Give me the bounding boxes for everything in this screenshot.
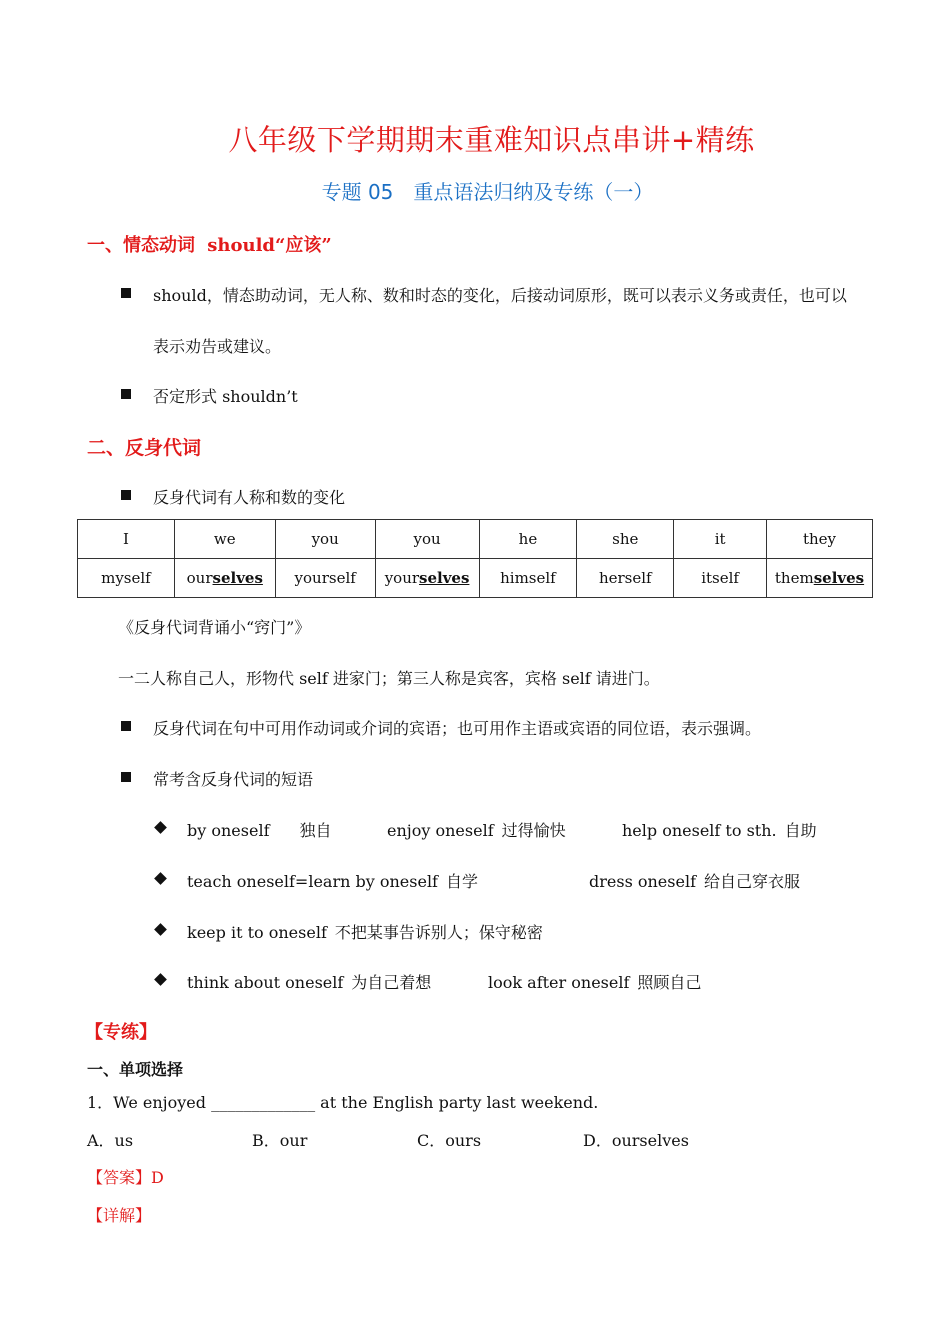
table-cell [174, 559, 275, 598]
table-cell: it [674, 520, 767, 559]
section2-heading: 二、反身代词 [87, 437, 202, 459]
phrase-cn: 过得愉快 [501, 821, 566, 840]
phrase-item [589, 869, 800, 892]
page-subtitle: 专题 05 重点语法归纳及专练（一） [321, 180, 654, 204]
table-cell: she [577, 520, 674, 559]
option-b: B．our [252, 1131, 308, 1150]
practice-heading: 【专练】 [85, 1022, 157, 1043]
cell-text: our [186, 569, 213, 587]
table-cell: you [375, 520, 479, 559]
diamond-bullet-icon [154, 872, 167, 885]
table-cell [375, 559, 479, 598]
table-cell [767, 559, 873, 598]
phrase-cn: 为自己着想 [351, 973, 432, 992]
cell-bold-suffix: selves [212, 569, 263, 587]
square-bullet-icon [121, 490, 131, 500]
section2-bullet1: 反身代词有人称和数的变化 [153, 488, 346, 507]
diamond-bullet-icon [154, 821, 167, 834]
answer-label: 【答案】 [87, 1168, 152, 1187]
phrase-en: teach oneself=learn by oneself [187, 872, 438, 891]
section1-bullet1-line1: should，情态助动词，无人称、数和时态的变化，后接动词原形，既可以表示义务或责任，也可以 [153, 286, 847, 305]
phrase-item [488, 970, 701, 993]
phrase-cn: 自助 [784, 821, 817, 840]
table-row [78, 520, 873, 559]
phrase-en: keep it to oneself [187, 923, 327, 942]
phrase-en: think about oneself [187, 973, 344, 992]
phrase-en: help oneself to sth. [622, 821, 777, 840]
phrase-item [187, 818, 332, 841]
diamond-bullet-icon [154, 923, 167, 936]
phrase-item [187, 869, 478, 892]
table-cell: I [78, 520, 175, 559]
option-a: A．us [87, 1131, 134, 1150]
table-cell [577, 559, 674, 598]
cell-text: herself [598, 569, 652, 587]
option-c: C．ours [417, 1131, 482, 1150]
rhyme-title: 《反身代词背诵小“窍门”》 [118, 618, 311, 637]
table-cell: you [275, 520, 375, 559]
section2-bullet3: 常考含反身代词的短语 [153, 770, 314, 789]
phrase-cn: 不把某事告诉别人；保守秘密 [334, 923, 543, 942]
square-bullet-icon [121, 772, 131, 782]
table-cell [275, 559, 375, 598]
phrase-en: enjoy oneself [387, 821, 494, 840]
section1-heading-cn: 一、情态动词 [87, 235, 195, 256]
phrase-cn: 照顾自己 [637, 973, 702, 992]
answer-line [87, 1165, 164, 1188]
question-1: 1．We enjoyed _____________ at the English party last weekend. [87, 1093, 599, 1112]
practice-part: 一、单项选择 [87, 1060, 184, 1079]
cell-text: them [774, 569, 814, 587]
table-cell [674, 559, 767, 598]
table-cell: they [767, 520, 873, 559]
phrase-item [622, 818, 817, 841]
cell-text: myself [101, 569, 151, 587]
table-row [78, 559, 873, 598]
phrase-cn: 给自己穿衣服 [704, 872, 801, 891]
table-cell: he [479, 520, 577, 559]
cell-bold-suffix: selves [419, 569, 470, 587]
reflexive-pronoun-table [77, 519, 873, 598]
option-d: D．ourselves [583, 1131, 689, 1150]
section1-bullet1-line2: 表示劝告或建议。 [153, 337, 282, 356]
section1-heading-en: should“应该” [207, 235, 332, 256]
answer-value: D [151, 1168, 164, 1187]
table-cell: we [174, 520, 275, 559]
phrase-item [187, 970, 431, 993]
rhyme-text: 一二人称自己人，形物代 self 进家门；第三人称是宾客，宾格 self 请进门。 [118, 669, 660, 688]
square-bullet-icon [121, 389, 131, 399]
cell-text: your [384, 569, 420, 587]
square-bullet-icon [121, 721, 131, 731]
phrase-item [187, 920, 543, 943]
cell-text: himself [500, 569, 556, 587]
phrase-en: by oneself [187, 821, 270, 840]
table-cell [78, 559, 175, 598]
section1-heading [87, 231, 332, 257]
phrase-en: dress oneself [589, 872, 696, 891]
table-cell [479, 559, 577, 598]
section1-bullet2: 否定形式 shouldn’t [153, 387, 298, 406]
phrase-en: look after oneself [488, 973, 630, 992]
phrase-cn: 自学 [445, 872, 478, 891]
cell-text: itself [701, 569, 739, 587]
phrase-cn: 独自 [299, 821, 332, 840]
phrase-item [387, 818, 566, 841]
diamond-bullet-icon [154, 973, 167, 986]
square-bullet-icon [121, 288, 131, 298]
cell-bold-suffix: selves [813, 569, 865, 587]
section2-bullet2: 反身代词在句中可用作动词或介词的宾语；也可用作主语或宾语的同位语，表示强调。 [153, 719, 762, 738]
cell-text: yourself [294, 569, 356, 587]
explain-label: 【详解】 [87, 1206, 152, 1225]
page-title: 八年级下学期期末重难知识点串讲+精练 [228, 123, 755, 157]
